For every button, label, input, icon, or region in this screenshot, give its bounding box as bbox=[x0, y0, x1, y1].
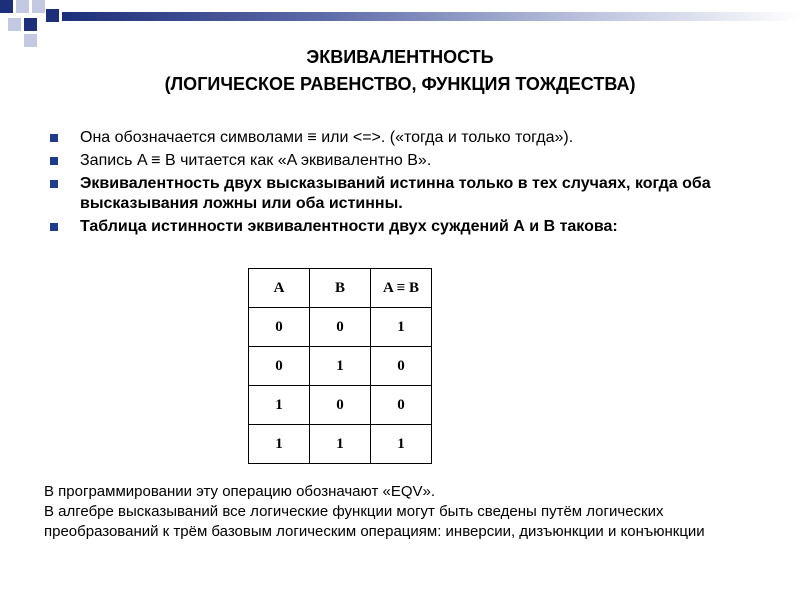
bullet-square-icon bbox=[50, 223, 58, 231]
bullet-text: Она обозначается символами ≡ или <=>. («тогда и только тогда»). bbox=[80, 129, 574, 146]
footer-line-2: В алгебре высказываний все логические функции могут быть сведены путём логических преобразований к трём базовым логическим операциям: инверсии, дизъюнкции и конъюнкции bbox=[44, 503, 705, 540]
table-cell: 1 bbox=[249, 425, 310, 464]
table-header-row bbox=[249, 269, 432, 308]
bullet-item bbox=[50, 217, 770, 237]
bullet-square-icon bbox=[50, 180, 58, 188]
header-gradient-bar bbox=[62, 12, 800, 21]
table-cell: 1 bbox=[371, 425, 432, 464]
decor-square bbox=[24, 18, 37, 31]
table-cell: 1 bbox=[310, 425, 371, 464]
title-line-1: ЭКВИВАЛЕНТНОСТЬ bbox=[306, 47, 494, 67]
table-cell: 0 bbox=[371, 347, 432, 386]
table-cell: 1 bbox=[249, 386, 310, 425]
truth-table-container bbox=[248, 268, 432, 464]
truth-table bbox=[248, 268, 432, 464]
table-cell: 0 bbox=[371, 386, 432, 425]
decor-square bbox=[16, 0, 29, 13]
bullet-list bbox=[50, 128, 770, 240]
decor-square bbox=[8, 18, 21, 31]
bullet-square-icon bbox=[50, 157, 58, 165]
table-cell: 0 bbox=[310, 386, 371, 425]
table-header-cell: A bbox=[249, 269, 310, 308]
decor-square bbox=[32, 0, 45, 13]
table-row bbox=[249, 308, 432, 347]
bullet-item bbox=[50, 174, 770, 214]
bullet-item bbox=[50, 151, 770, 171]
bullet-text: Таблица истинности эквивалентности двух суждений А и В такова: bbox=[80, 218, 618, 235]
footer-text bbox=[44, 482, 764, 542]
table-row bbox=[249, 386, 432, 425]
slide-title bbox=[0, 44, 800, 98]
header-decoration-squares bbox=[0, 0, 60, 50]
decor-square bbox=[46, 9, 59, 22]
table-cell: 1 bbox=[371, 308, 432, 347]
table-header-cell: A ≡ B bbox=[371, 269, 432, 308]
table-cell: 0 bbox=[249, 347, 310, 386]
decor-square bbox=[0, 0, 13, 13]
table-row bbox=[249, 425, 432, 464]
bullet-text: Запись A ≡ B читается как «A эквивалентно B». bbox=[80, 152, 432, 169]
table-cell: 0 bbox=[310, 308, 371, 347]
table-cell: 0 bbox=[249, 308, 310, 347]
bullet-text: Эквивалентность двух высказываний истинна только в тех случаях, когда оба высказывания ложны или оба истинны. bbox=[80, 175, 711, 212]
table-header-cell: B bbox=[310, 269, 371, 308]
title-line-2: (ЛОГИЧЕСКОЕ РАВЕНСТВО, ФУНКЦИЯ ТОЖДЕСТВА) bbox=[164, 74, 636, 94]
footer-line-1: В программировании эту операцию обозначают «EQV». bbox=[44, 483, 436, 500]
table-cell: 1 bbox=[310, 347, 371, 386]
table-row bbox=[249, 347, 432, 386]
bullet-item bbox=[50, 128, 770, 148]
bullet-square-icon bbox=[50, 134, 58, 142]
